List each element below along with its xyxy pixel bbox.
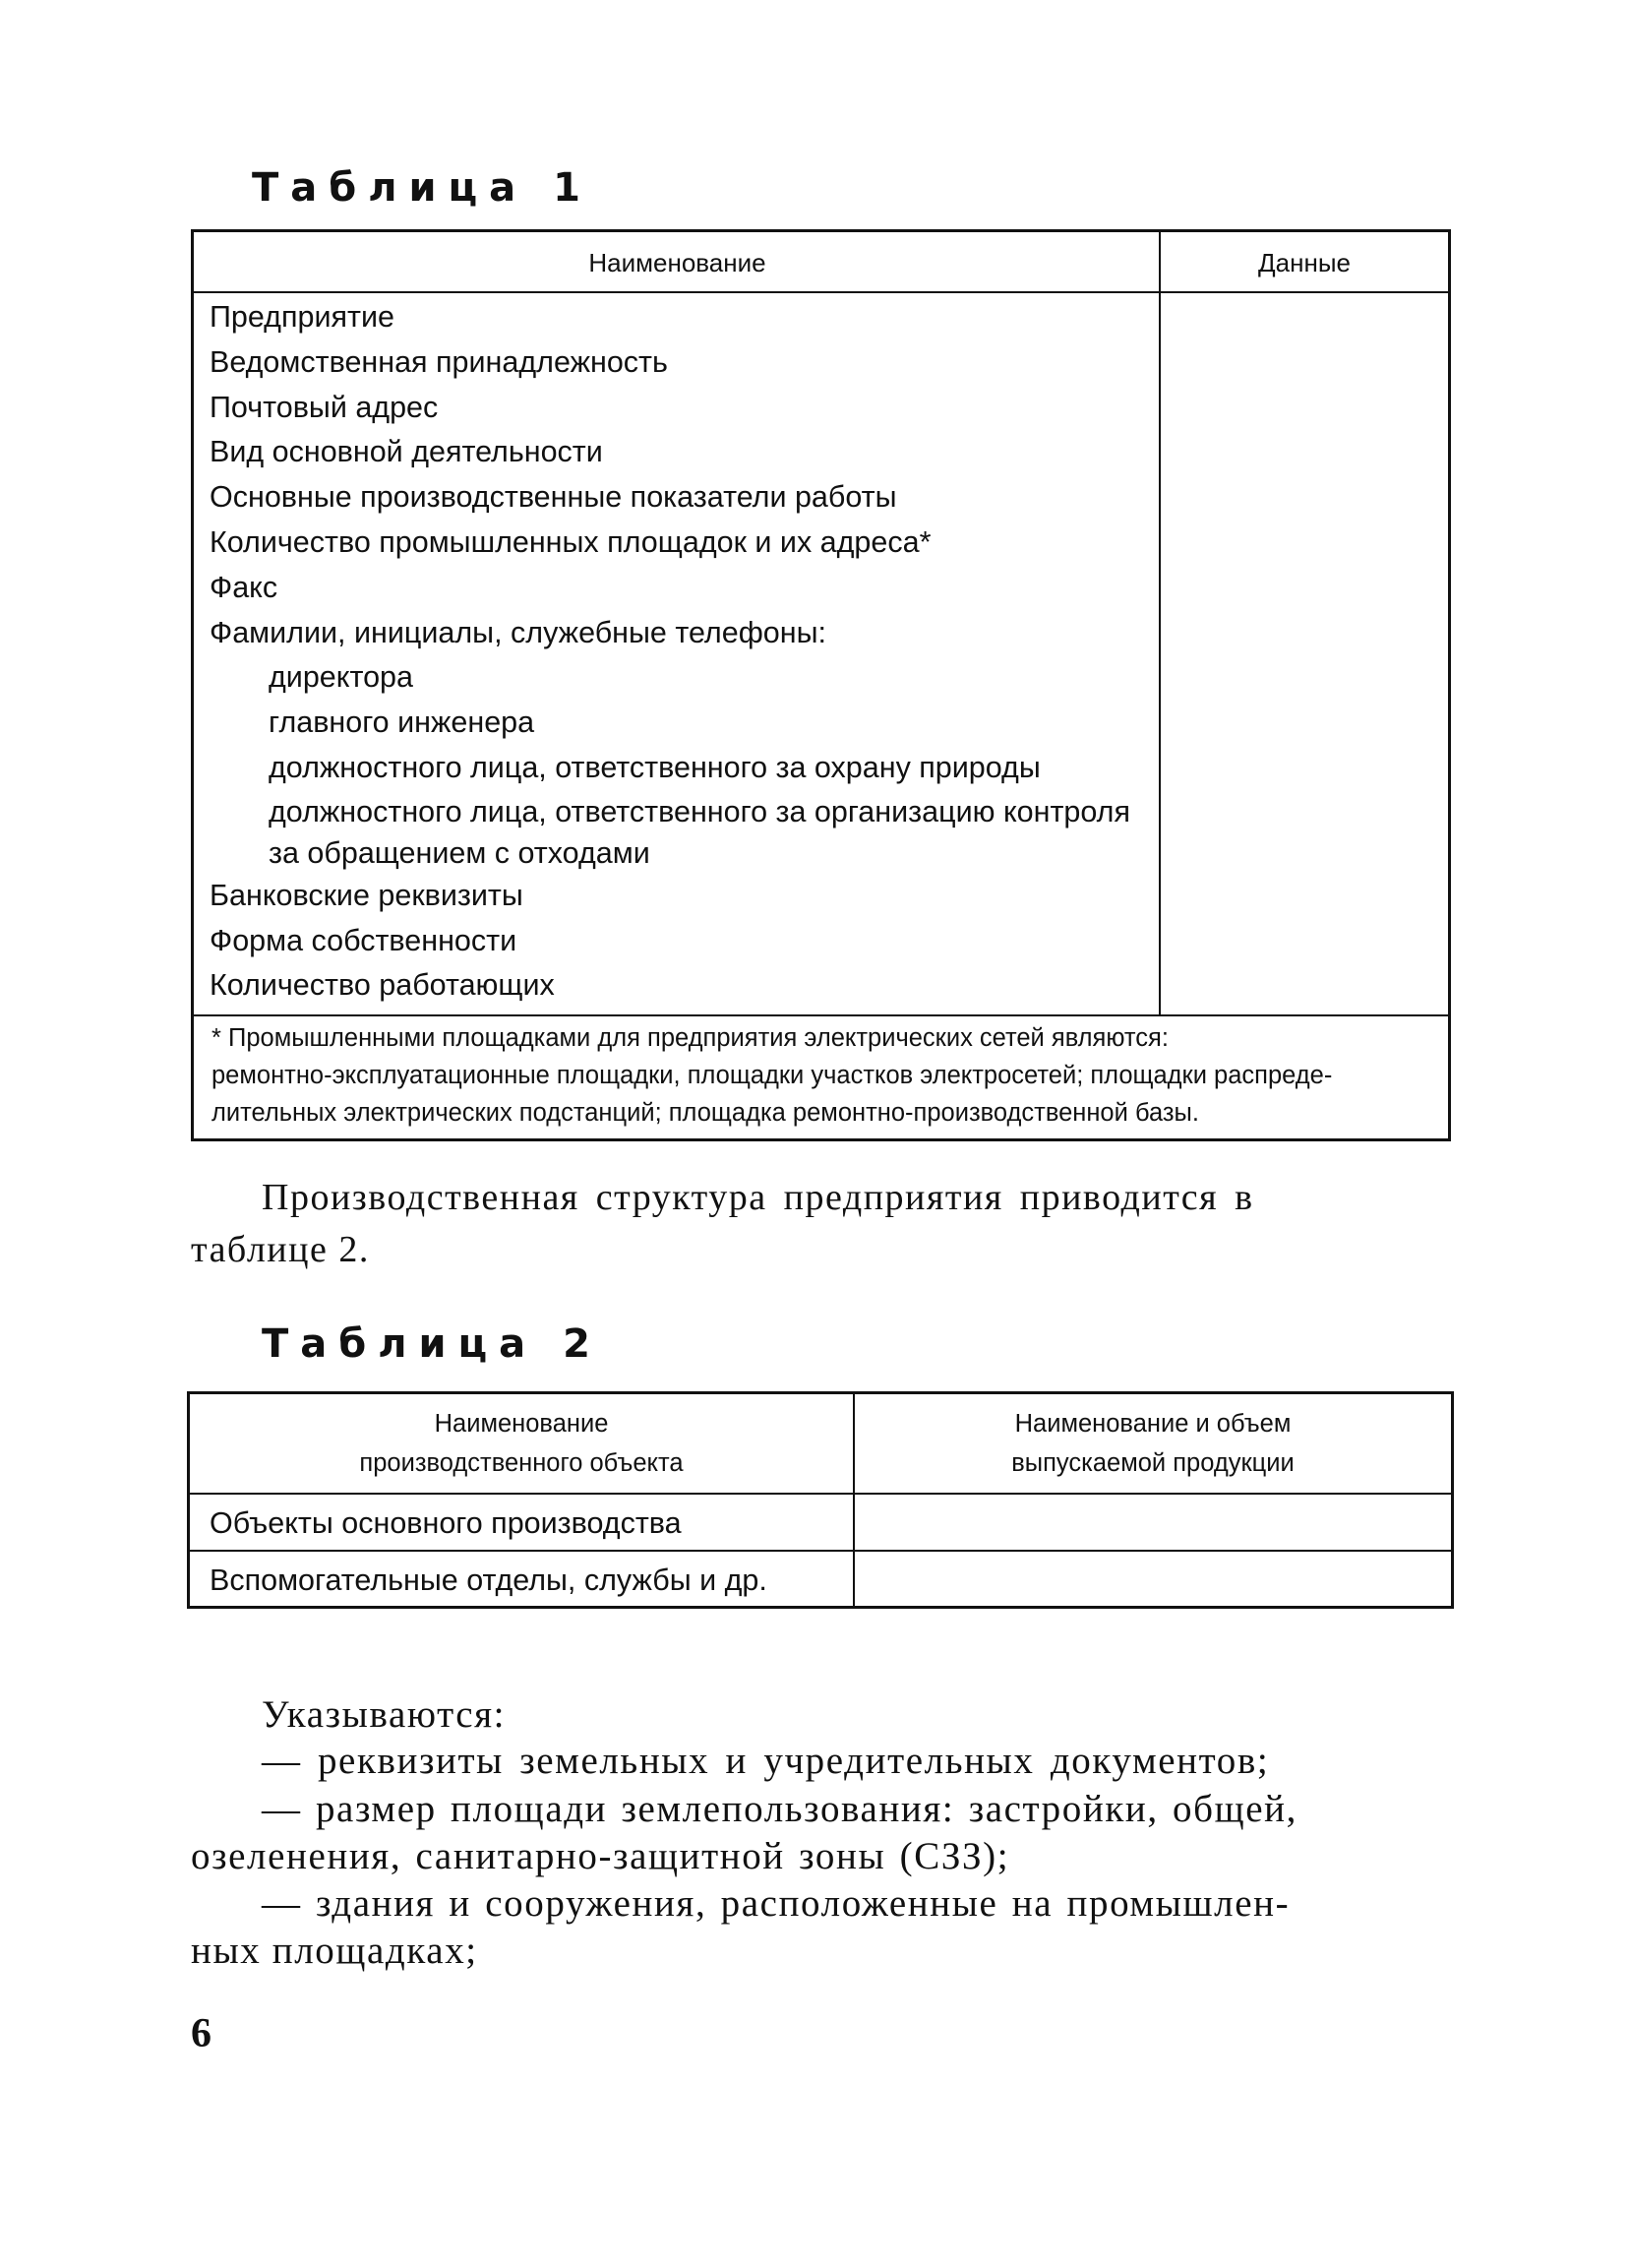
text-line: озеленения, санитарно-защитной зоны (СЗЗ); (191, 1835, 1010, 1877)
table-row (190, 1495, 1451, 1550)
table-2 (187, 1391, 1454, 1609)
table-row: директора (269, 660, 413, 695)
table-row: Количество промышленных площадок и их адреса* (210, 524, 932, 559)
table-row: Форма собственности (210, 923, 517, 957)
table-1-caption: Таблица 1 (252, 165, 592, 211)
table-row: Основные производственные показатели работы (210, 480, 897, 515)
text-line: Указываются: (262, 1693, 507, 1736)
footnote-line: лительных электрических подстанций; площадка ремонтно-производственной базы. (211, 1099, 1199, 1127)
table-row: должностного лица, ответственного за охрану природы (269, 750, 1041, 784)
header-line: производственного объекта (359, 1449, 684, 1477)
table-1-footnote (211, 1019, 1426, 1132)
table-row (190, 1552, 1451, 1607)
table-1 (191, 229, 1451, 1141)
table-2-header-object (190, 1404, 853, 1483)
table-row: Количество работающих (210, 968, 555, 1003)
text-line: ных площадках; (191, 1930, 478, 1972)
text-line: — здания и сооружения, расположенные на промышлен- (262, 1882, 1291, 1925)
page-number: 6 (191, 2011, 211, 2056)
table-row: Банковские реквизиты (210, 878, 523, 912)
table-row: Почтовый адрес (210, 390, 439, 424)
table-row: Фамилии, инициалы, служебные телефоны: (210, 615, 826, 649)
table-row: Факс (210, 570, 278, 604)
table-1-column-divider (1159, 232, 1161, 1014)
header-line: выпускаемой продукции (1011, 1449, 1295, 1477)
table-row: за обращением с отходами (269, 835, 650, 870)
table-2-header-product (855, 1404, 1451, 1483)
table-1-body (210, 295, 1154, 1009)
table-1-header-data: Данные (1258, 248, 1351, 277)
header-line: Наименование и объем (1014, 1410, 1292, 1438)
table-1-footnote-divider (194, 1014, 1448, 1016)
paragraph-line: Производственная структура предприятия приводится в (262, 1177, 1254, 1218)
table-row: должностного лица, ответственного за организацию контроля (269, 794, 1130, 828)
table-2-caption: Таблица 2 (262, 1321, 602, 1367)
text-line: — реквизиты земельных и учредительных документов; (262, 1740, 1270, 1782)
footnote-line: ремонтно-эксплуатационные площадки, площадки участков электросетей; площадки распреде- (211, 1062, 1333, 1089)
text-line: — размер площади землепользования: застройки, общей, (262, 1788, 1297, 1830)
header-line: Наименование (434, 1410, 609, 1438)
table-cell: Объекты основного производства (210, 1506, 682, 1540)
paragraph-line: таблице 2. (191, 1229, 370, 1270)
table-cell: Вспомогательные отделы, службы и др. (210, 1563, 767, 1597)
table-row: Ведомственная принадлежность (210, 344, 668, 379)
table-1-header-name: Наименование (588, 248, 766, 277)
table-row: Предприятие (210, 300, 394, 334)
table-row: Вид основной деятельности (210, 435, 603, 469)
table-1-header (194, 232, 1448, 293)
footnote-line: * Промышленными площадками для предприятия электрических сетей являются: (211, 1024, 1169, 1052)
table-row: главного инженера (269, 705, 535, 740)
